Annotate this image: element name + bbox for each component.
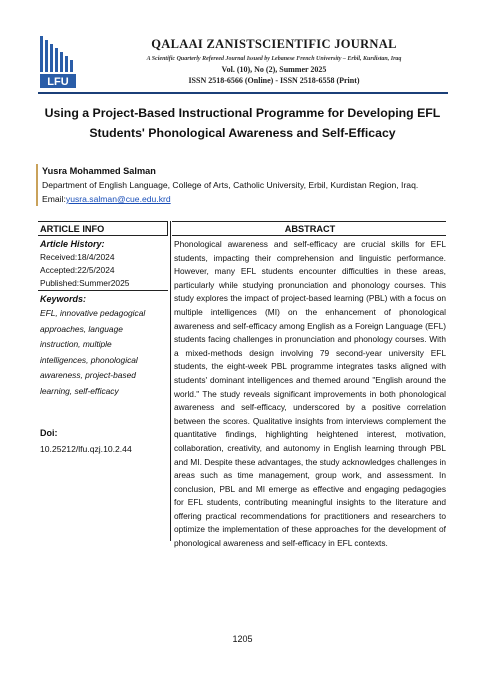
author-name: Yusra Mohammed Salman	[42, 166, 156, 176]
abstract-column	[172, 221, 446, 551]
abstract-text: Phonological awareness and self-efficacy are crucial skills for EFL students, impacting their comprehension and linguistic performance. However, many EFL students encounter difficulties in these areas, particularly while studying pronunciation and phonology courses. This study explores the impact of project-based learning (PBL) with a focus on multiple intelligences (MI) on the enhancement of phonological awareness and self-efficacy among English as a Foreign Language (EFL) students facing challenges in pronunciation and phonology courses. With a mixed-methods design involving 79 second-year university EFL students, the eight-week PBL programme integrates tasks aligned with students' dominant intelligences and themed around "English around the world." The study reveals significant improvements in both phonological awareness and self-efficacy, underscored by a positive correlation between the scores. Qualitative insights from interviews complement the quantitative findings, highlighting heightened interest, motivation, collaboration, creativity, and autonomy in English learning through PBL and MI. Despite these advantages, the study acknowledges challenges in areas such as time management, group work, and assessment. In conclusion, PBL and MI emerge as effective and engaging pedagogies for EFL students, contributing meaningful insights to the literature and offering practical recommendations for practitioners and researchers to optimize the implementation of these approaches for the development of phonological awareness and self-efficacy in EFL contexts.	[174, 239, 446, 549]
keywords-section	[38, 293, 168, 456]
author-affiliation: Department of English Language, College of Arts, Catholic University, Erbil, Kurdistan Region, Iraq.	[42, 180, 419, 190]
paper-title: Using a Project-Based Instructional Programme for Developing EFL Students' Phonological Awareness and Self-Efficacy	[44, 106, 441, 140]
doi-value[interactable]: 10.25212/lfu.qzj.10.2.44	[40, 444, 132, 454]
received-date: Received:18/4/2024	[40, 252, 115, 262]
article-info-column	[38, 221, 168, 456]
article-history-heading: Article History:	[40, 239, 105, 249]
column-divider	[170, 221, 171, 541]
keywords-heading: Keywords:	[40, 294, 87, 304]
published-date: Published:Summer2025	[40, 278, 130, 288]
article-info-body	[38, 238, 168, 290]
email-label: Email:	[42, 194, 66, 204]
journal-volume: Vol. (10), No (2), Summer 2025	[221, 65, 327, 74]
journal-subtitle: A Scientific Quarterly Refereed Journal Issued by Lebanese French University – Erbil, Kurdistan, Iraq	[146, 56, 402, 62]
header-divider	[38, 92, 448, 94]
abstract-heading: ABSTRACT	[172, 221, 446, 236]
author-block	[36, 164, 448, 206]
accepted-date: Accepted:22/5/2024	[40, 265, 115, 275]
email-link[interactable]: yusra.salman@cue.edu.krd	[65, 194, 171, 204]
logo-text: LFU	[47, 76, 69, 88]
info-divider	[38, 290, 168, 291]
journal-title: QALAAI ZANISTSCIENTIFIC JOURNAL	[151, 37, 397, 51]
journal-header	[82, 36, 466, 86]
journal-issn: ISSN 2518-6566 (Online) - ISSN 2518-6558 (Print)	[188, 76, 360, 85]
keywords-list: EFL, innovative pedagogical approaches, language instruction, multiple intelligences, phonological awareness, project-based learning, self-efficacy	[40, 308, 146, 396]
journal-logo	[40, 36, 76, 88]
page-number: 1205	[232, 634, 253, 644]
author-email-line	[42, 192, 448, 206]
article-info-heading: ARTICLE INFO	[38, 221, 168, 236]
doi-heading: Doi:	[40, 428, 58, 438]
